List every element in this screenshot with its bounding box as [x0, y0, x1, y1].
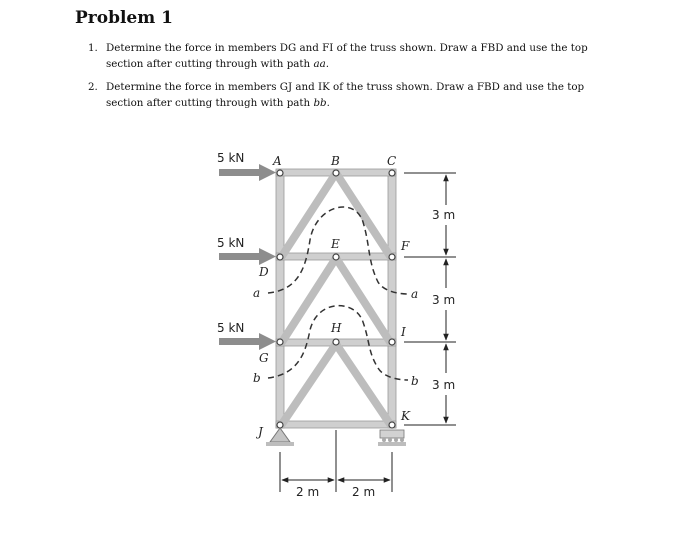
- problem-text: Determine the force in members GJ and IK of the truss shown. Draw a FBD and use the top section after cutting through with path: [106, 81, 585, 109]
- load-label: 5 kN: [217, 151, 245, 165]
- member-HK: [336, 344, 390, 424]
- member-JK: [276, 421, 396, 428]
- load-label: 5 kN: [217, 321, 245, 335]
- joint-label-F: F: [401, 239, 410, 253]
- problem-text: Determine the force in members DG and FI of the truss shown. Draw a FBD and use the top section after cutting through with path: [106, 42, 588, 70]
- joint-label-K: K: [401, 409, 410, 423]
- load-label: 5 kN: [217, 236, 245, 250]
- problem-item-1: 1. Determine the force in members DG and FI of the truss shown. Draw a FBD and use the top section after cutting through with path aa.: [88, 42, 588, 70]
- joint-label-D: D: [259, 265, 269, 279]
- truss-joints: [277, 170, 395, 428]
- member-GE: [282, 258, 336, 342]
- joint-F: [389, 254, 395, 260]
- joint-H: [333, 339, 339, 345]
- member-left-vertical: [276, 170, 284, 428]
- roller-support: [378, 430, 406, 446]
- dimension-label: 2 m: [296, 485, 320, 499]
- joint-label-C: C: [387, 154, 397, 168]
- member-EI: [336, 258, 390, 342]
- problem-number: 1.: [88, 42, 98, 54]
- joint-C: [389, 170, 395, 176]
- joint-label-H: H: [331, 321, 342, 335]
- joint-B: [333, 170, 339, 176]
- cut-label-a-left: a: [253, 286, 261, 300]
- cut-label-b-left: b: [253, 371, 261, 385]
- cut-label-b-right: b: [411, 374, 419, 388]
- joint-label-I: I: [401, 325, 406, 339]
- joint-label-B: B: [331, 154, 340, 168]
- member-JH: [282, 344, 336, 424]
- cut-path-name: aa: [313, 58, 326, 70]
- dimension-label: 3 m: [432, 293, 456, 307]
- joint-label-A: A: [273, 154, 282, 168]
- horizontal-dimensions: [280, 430, 392, 492]
- truss-members: [276, 169, 396, 428]
- joint-G: [277, 339, 283, 345]
- joint-K: [389, 422, 395, 428]
- joint-E: [333, 254, 339, 260]
- load-arrow-A: [219, 164, 276, 181]
- truss-diagonals: [282, 173, 390, 424]
- joint-label-G: G: [259, 351, 269, 365]
- cut-label-a-right: a: [411, 287, 419, 301]
- load-arrow-D: [219, 248, 276, 265]
- dimension-label: 3 m: [432, 378, 456, 392]
- member-BF: [336, 173, 390, 256]
- dimension-label: 3 m: [432, 208, 456, 222]
- joint-D: [277, 254, 283, 260]
- dimension-label: 2 m: [352, 485, 376, 499]
- pin-support: [266, 428, 294, 446]
- cut-path-name: bb: [313, 97, 327, 109]
- joint-label-E: E: [331, 237, 340, 251]
- problem-title: Problem 1: [75, 8, 173, 28]
- member-right-vertical: [388, 170, 396, 428]
- joint-label-J: J: [258, 425, 263, 439]
- joint-I: [389, 339, 395, 345]
- problem-number: 2.: [88, 81, 98, 93]
- joint-A: [277, 170, 283, 176]
- problem-item-2: 2. Determine the force in members GJ and IK of the truss shown. Draw a FBD and use the top section after cutting through with path bb.: [88, 81, 585, 109]
- joint-J: [277, 422, 283, 428]
- load-arrow-G: [219, 333, 276, 350]
